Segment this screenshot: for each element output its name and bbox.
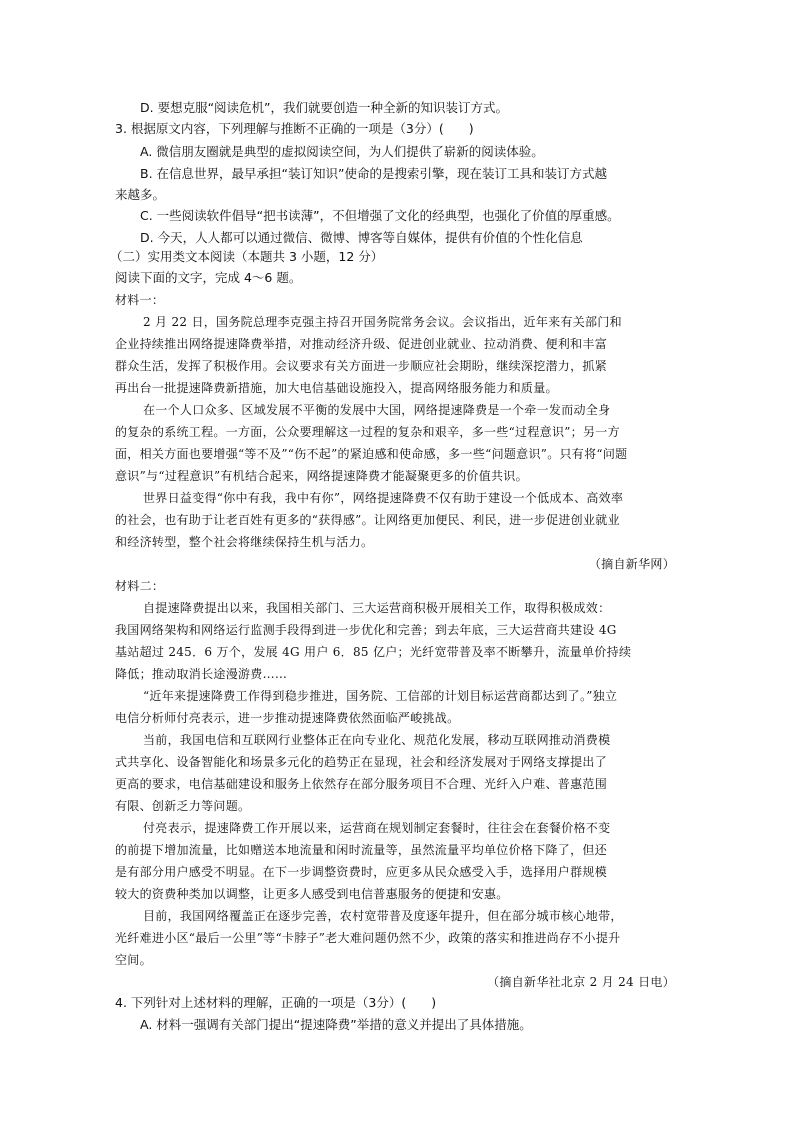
material2-line: 有限、创新乏力等问题。 [115,799,251,813]
material1-line: 世界日益变得“你中有我，我中有你”，网络提速降费不仅有助于建设一个低成本、高效率 [143,491,624,505]
material1-source: （摘自新华网） [588,557,675,571]
material2-line: 的前提下增加流量，比如赠送本地流量和闲时流量等，虽然流量平均单位价格下降了，但还 [115,843,608,857]
material2-line: “近年来提速降费工作得到稳步推进，国务院、工信部的计划目标运营商都达到了。”独立 [143,689,618,703]
material1-label: 材料一： [115,293,165,307]
material2-label: 材料二： [115,579,165,593]
material1-line: 和经济转型，整个社会将继续保持生机与活力。 [115,535,374,549]
material2-line: 电信分析师付亮表示，进一步推动提速降费依然面临严峻挑战。 [115,711,460,725]
section-instruction: 阅读下面的文字，完成 4～6 题。 [115,270,302,285]
q3-option-a: A. 微信朋友圈就是典型的虚拟阅读空间，为人们提供了崭新的阅读体验。 [140,144,544,159]
q3-option-b-cont: 来越多。 [115,187,166,202]
material2-line: 空间。 [115,953,152,967]
material2-line: 我国网络架构和网络运行监测手段得到进一步优化和完善；到去年底，三大运营商共建设 4G [115,623,617,637]
q2-option-d: D. 要想克服“阅读危机”，我们就要创造一种全新的知识装订方式。 [140,100,509,115]
material1-line: 意识”与“过程意识”有机结合起来，网络提速降费才能凝聚更多的价值共识。 [115,469,528,483]
material1-line: 2 月 22 日，国务院总理李克强主持召开国务院常务会议。会议指出，近年来有关部门和 [143,315,622,329]
q3-option-b: B. 在信息世界，最早承担“装订知识”使命的是搜索引擎，现在装订工具和装订方式越 [140,166,607,181]
material2-line: 付亮表示，提速降费工作开展以来，运营商在规划制定套餐时，往往会在套餐价格不变 [143,821,611,835]
q4-stem: 4. 下列针对上述材料的理解，正确的一项是（3分）( ) [115,995,437,1010]
material1-line: 在一个人口众多、区域发展不平衡的发展中大国，网络提速降费是一个牵一发而动全身 [143,403,611,417]
q3-option-c: C. 一些阅读软件倡导“把书读薄”，不但增强了文化的经典型，也强化了价值的厚重感。 [140,208,620,223]
material2-line: 是有部分用户感受不明显。在下一步调整资费时，应更多从民众感受入手，选择用户群规模 [115,865,608,879]
material1-line: 再出台一批提速降费新措施，加大电信基础设施投入，提高网络服务能力和质量。 [115,381,558,395]
q3-option-d: D. 今天，人人都可以通过微信、微博、博客等自媒体，提供有价值的个性化信息 [140,230,583,245]
q3-stem: 3. 根据原文内容，下列理解与推断不正确的一项是（3分）( ) [115,121,474,136]
material2-line: 当前，我国电信和互联网行业整体正在向专业化、规范化发展，移动互联网推动消费模 [143,733,611,747]
material1-line: 面，相关方面也要增强“等不及”“伤不起”的紧迫感和使命感，多一些“问题意识”。只有将“问题 [115,447,628,461]
material2-line: 较大的资费种类加以调整，让更多人感受到电信普惠服务的便捷和安惠。 [115,887,509,901]
material1-line: 的社会，也有助于让老百姓有更多的“获得感”。让网络更加便民、利民，进一步促进创业就业 [115,513,620,527]
material2-source: （摘自新华社北京 2 月 24 日电） [487,975,675,989]
material2-line: 自提速降费提出以来，我国相关部门、三大运营商积极开展相关工作，取得积极成效： [143,601,611,615]
material2-line: 降低；推动取消长途漫游费…… [115,667,288,681]
section-heading: （二）实用类文本阅读（本题共 3 小题，12 分） [110,249,384,264]
material1-line: 的复杂的系统工程。一方面，公众要理解这一过程的复杂和艰辛，多一些“过程意识”；另一方 [115,425,620,439]
material1-line: 群众生活，发挥了积极作用。会议要求有关方面进一步顺应社会期盼，继续深挖潜力，抓紧 [115,359,608,373]
material2-line: 光纤难进小区“最后一公里”等“卡脖子”老大难问题仍然不少，政策的落实和推进尚存不小提升 [115,931,621,945]
material2-line: 式共享化、设备智能化和场景多元化的趋势正在显现，社会和经济发展对于网络支撑提出了 [115,755,608,769]
material2-line: 更高的要求，电信基础建设和服务上依然存在部分服务项目不合理、光纤入户难、普惠范围 [115,777,608,791]
material1-line: 企业持续推出网络提速降费举措，对推动经济升级、促进创业就业、拉动消费、便利和丰富 [115,337,608,351]
material2-line: 基站超过 245．6 万个，发展 4G 用户 6．85 亿户；光纤宽带普及率不断攀升，流量单价持续 [115,645,632,659]
material2-line: 目前，我国网络覆盖正在逐步完善，农村宽带普及度逐年提升，但在部分城市核心地带， [143,909,623,923]
q4-option-a: A. 材料一强调有关部门提出“提速降费”举措的意义并提出了具体措施。 [140,1017,532,1032]
